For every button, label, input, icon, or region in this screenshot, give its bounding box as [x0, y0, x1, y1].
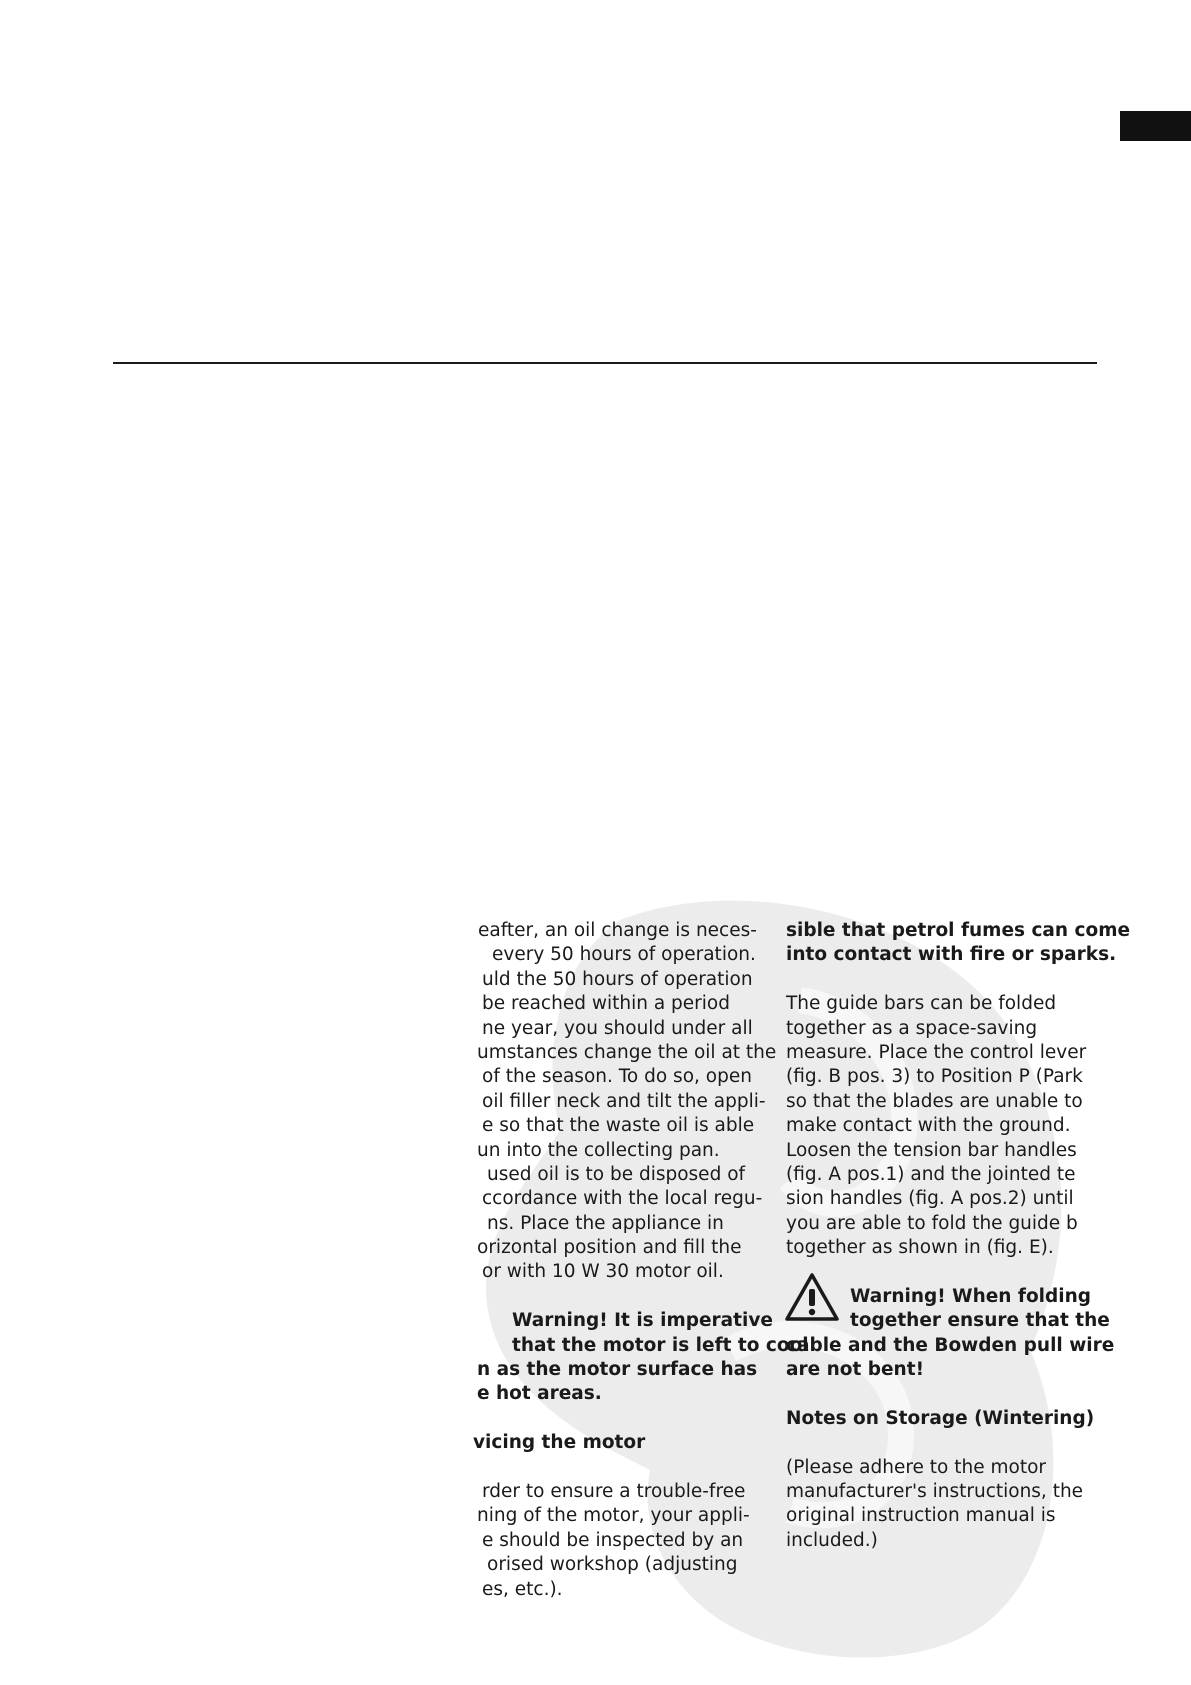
column-left-line: ccordance with the local regu-	[482, 1188, 763, 1210]
column-left-line: vicing the motor	[473, 1432, 646, 1454]
column-left-line: oil filler neck and tilt the appli-	[482, 1090, 766, 1112]
column-left-line: umstances change the oil at the	[477, 1041, 777, 1063]
column-right-line	[786, 1431, 1086, 1455]
column-right-line: so that the blades are unable to	[786, 1090, 1083, 1112]
column-left-line: that the motor is left to cool	[512, 1334, 809, 1356]
column-left-line: eafter, an oil change is neces-	[478, 920, 757, 941]
column-left-line: e so that the waste oil is able	[482, 1115, 755, 1137]
column-left-line: es, etc.).	[482, 1578, 563, 1600]
column-right-line: make contact with the ground.	[786, 1115, 1071, 1137]
column-left-line	[473, 1407, 773, 1431]
column-left-line: or with 10 W 30 motor oil.	[482, 1261, 724, 1283]
column-left-line: n as the motor surface has	[477, 1359, 758, 1381]
column-right-line: (fig. A pos.1) and the jointed te	[786, 1163, 1076, 1185]
column-right-line: Warning! When folding	[850, 1285, 1091, 1307]
column-right-line: original instruction manual is	[786, 1505, 1056, 1527]
column-right-line: (fig. B pos. 3) to Position P (Park	[786, 1066, 1083, 1088]
column-right-line: you are able to fold the guide b	[786, 1212, 1078, 1234]
column-right-line: Notes on Storage (Wintering)	[786, 1407, 1095, 1429]
column-left-line: e should be inspected by an	[482, 1529, 744, 1551]
warning-triangle-icon	[784, 1272, 840, 1322]
column-right-line: included.)	[786, 1529, 878, 1551]
column-right-line: are not bent!	[786, 1359, 925, 1381]
column-right-line: sion handles (fig. A pos.2) until	[786, 1188, 1074, 1210]
column-left-line: ne year, you should under all	[482, 1017, 753, 1039]
column-right-line	[786, 968, 1086, 992]
column-right-line: The guide bars can be folded	[786, 993, 1057, 1015]
column-right-line: together as a space-saving	[786, 1017, 1038, 1039]
column-right-line	[786, 1382, 1086, 1406]
column-left-line: orizontal position and fill the	[477, 1237, 742, 1259]
column-right-line: measure. Place the control lever	[786, 1041, 1087, 1063]
column-left-line: rder to ensure a trouble-free	[482, 1480, 746, 1502]
column-right-line: (Please adhere to the motor	[786, 1456, 1046, 1478]
column-right-line: into contact with fire or sparks.	[786, 944, 1117, 966]
column-right-line: together as shown in (fig. E).	[786, 1237, 1054, 1259]
header-rule	[113, 362, 1097, 364]
column-left-line	[473, 1285, 773, 1309]
column-left-line: be reached within a period	[482, 993, 730, 1015]
column-left-line: e hot areas.	[477, 1383, 602, 1405]
column-left-line: used oil is to be disposed of	[487, 1163, 746, 1185]
text-column-right	[786, 919, 1131, 1553]
column-left-line	[473, 1456, 773, 1480]
column-left-line: uld the 50 hours of operation	[482, 968, 753, 990]
text-column-left	[473, 919, 809, 1602]
column-right-line: sible that petrol fumes can come	[786, 920, 1131, 941]
page-edge-tab	[1120, 111, 1191, 141]
column-left-line: every 50 hours of operation.	[492, 944, 756, 966]
column-left-line: ning of the motor, your appli-	[477, 1505, 750, 1527]
column-right-line: together ensure that the	[850, 1310, 1110, 1332]
column-left-line: un into the collecting pan.	[477, 1139, 720, 1161]
column-right-line: cable and the Bowden pull wire	[786, 1334, 1115, 1356]
column-right-line: Loosen the tension bar handles	[786, 1139, 1077, 1161]
column-left-line: ns. Place the appliance in	[487, 1212, 724, 1234]
column-right-line: manufacturer's instructions, the	[786, 1480, 1084, 1502]
column-left-line: orised workshop (adjusting	[487, 1554, 738, 1576]
column-left-line: of the season. To do so, open	[482, 1066, 752, 1088]
column-left-line: Warning! It is imperative	[512, 1310, 773, 1332]
